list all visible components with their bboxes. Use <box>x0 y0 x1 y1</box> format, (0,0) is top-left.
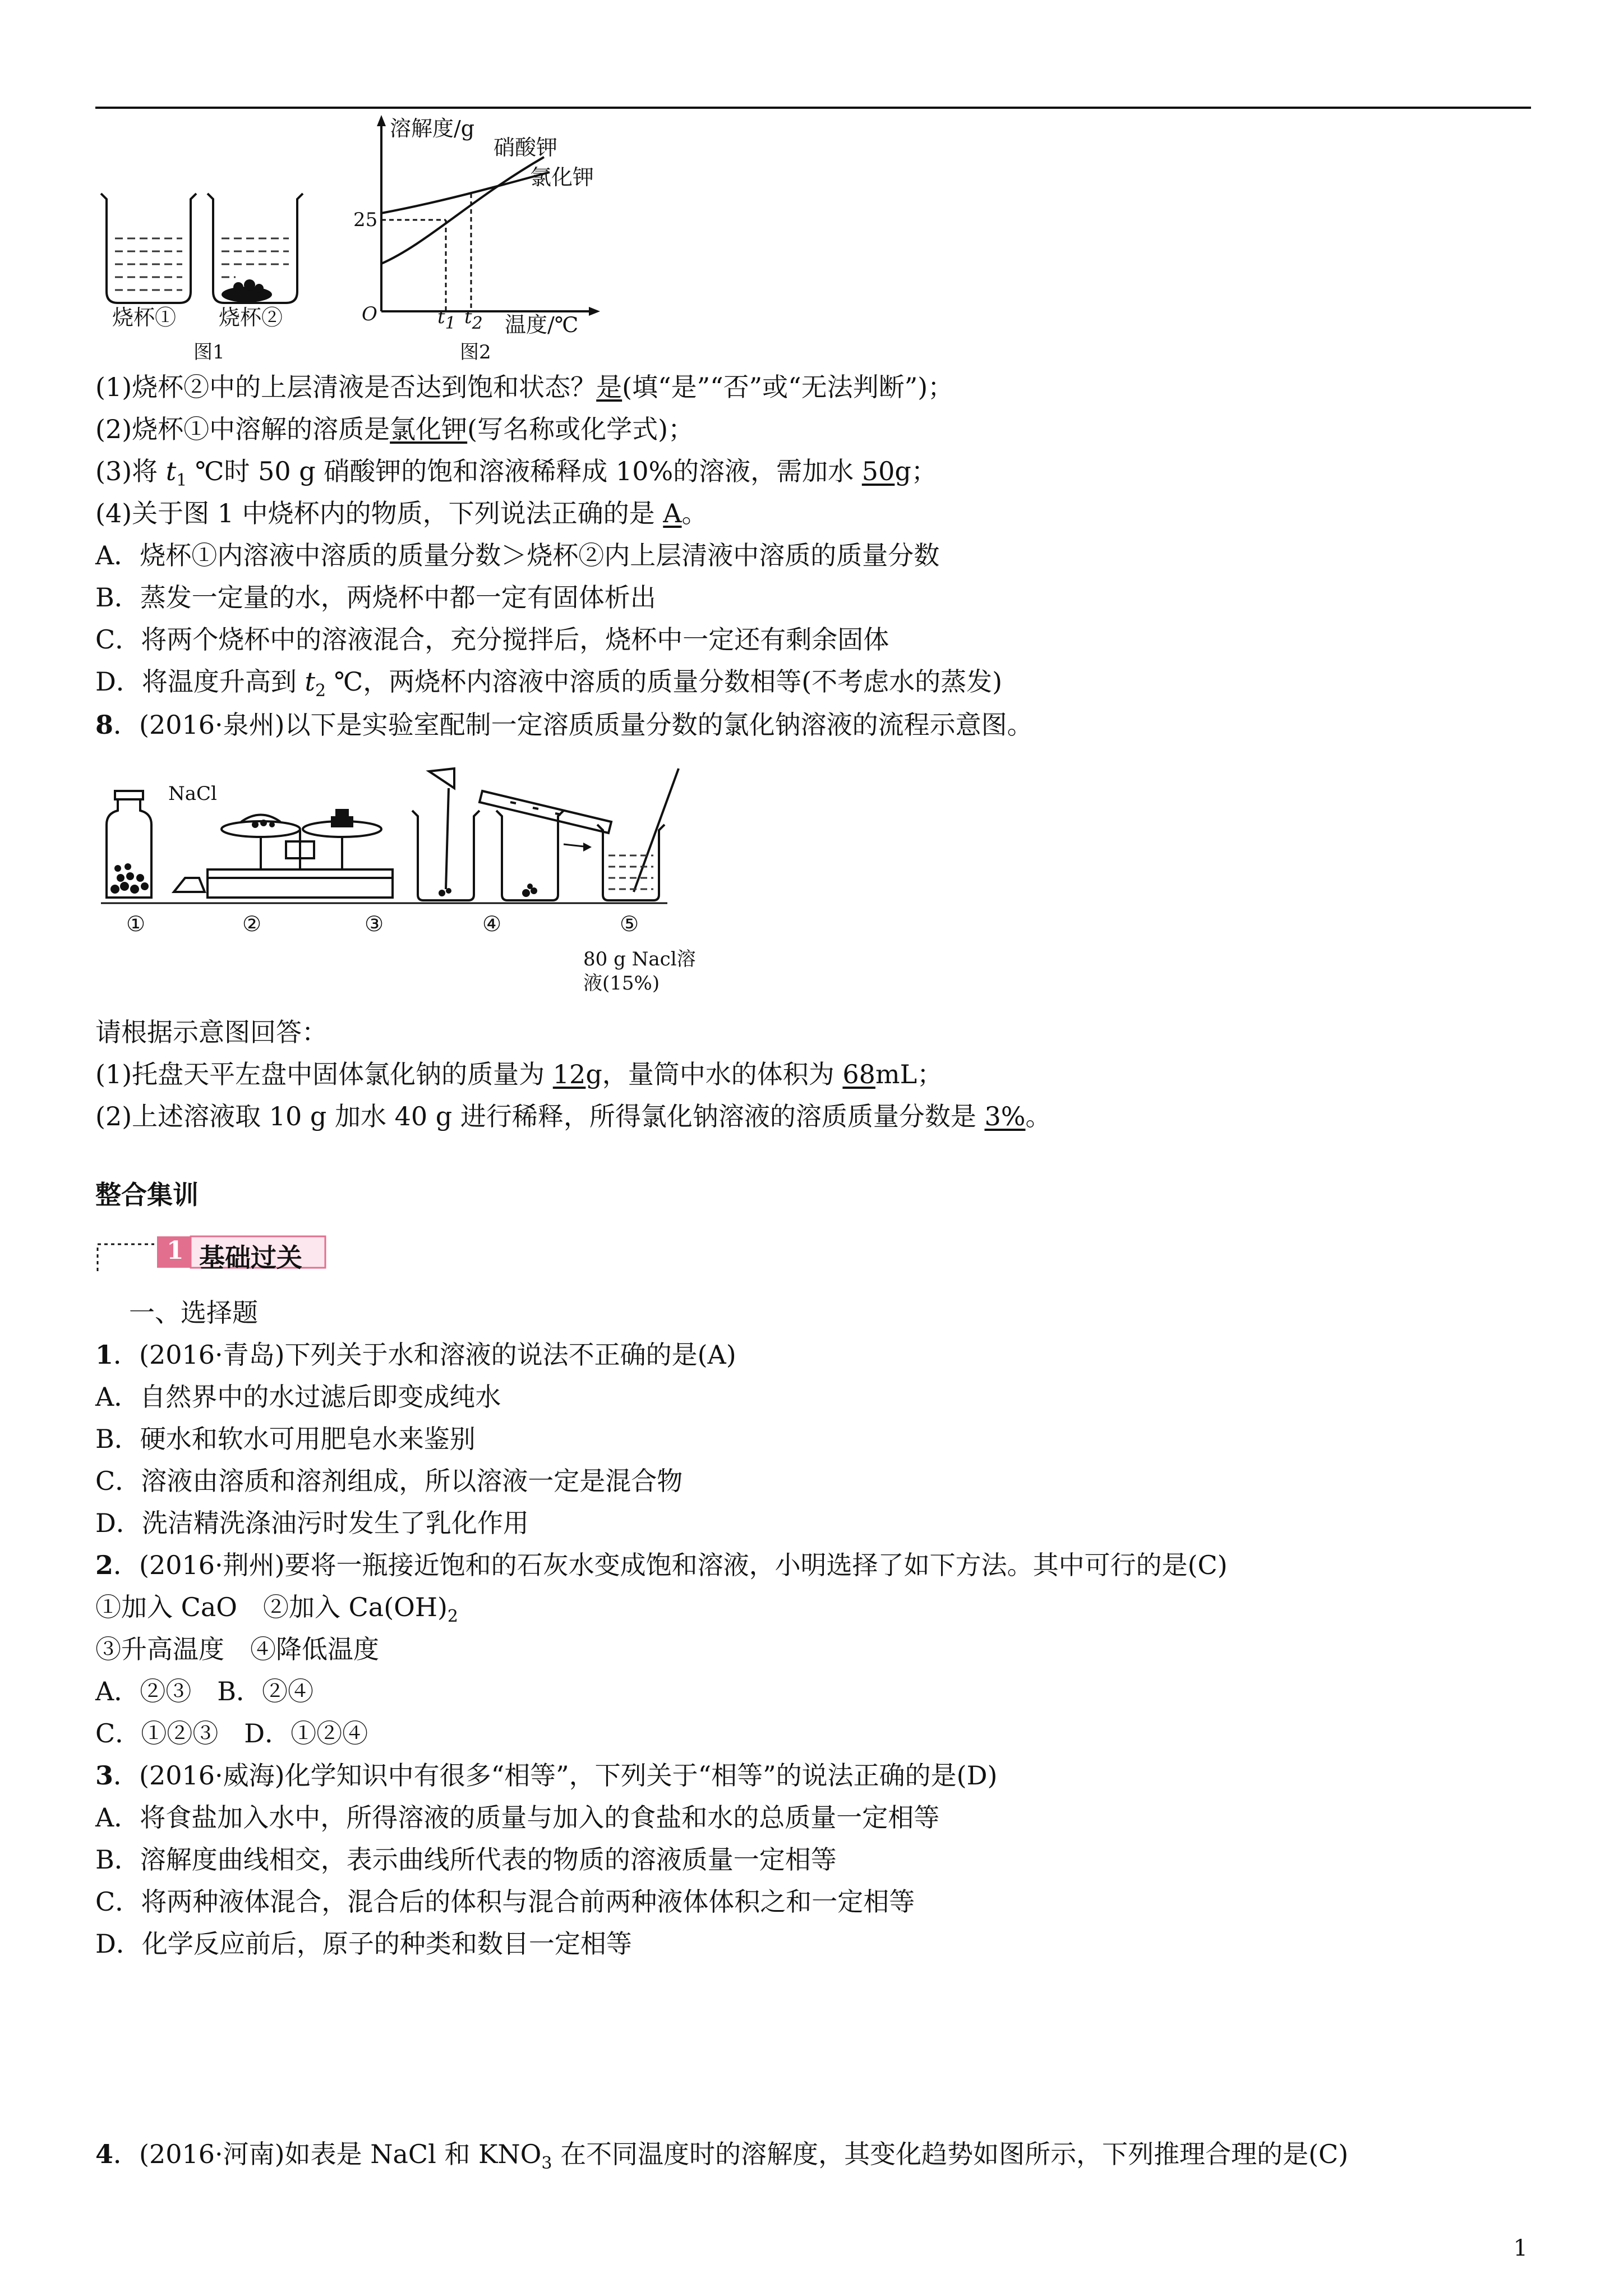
beaker-step3 <box>412 769 479 900</box>
q7-option-a: A．烧杯①内溶液中溶质的质量分数＞烧杯②内上层清液中溶质的质量分数 <box>95 540 940 570</box>
q3-option-c: C．将两种液体混合，混合后的体积与混合前两种液体体积之和一定相等 <box>95 1887 915 1917</box>
reagent-bottle <box>107 791 151 898</box>
origin-label: O <box>362 303 377 325</box>
q3-option-d: D．化学反应前后，原子的种类和数目一定相等 <box>95 1929 632 1959</box>
q2-methods-2: ③升高温度 ④降低温度 <box>95 1634 379 1664</box>
figure-2-solubility-chart <box>359 109 606 334</box>
step-5: ⑤ <box>620 912 639 936</box>
q1-option-a: A．自然界中的水过滤后即变成纯水 <box>95 1382 501 1412</box>
step-2: ② <box>242 912 262 936</box>
figure-1-caption: 图1 <box>193 341 225 364</box>
undissolved-solid <box>222 279 272 302</box>
page-number: 1 <box>1513 2235 1528 2261</box>
section-tag-label: 基础过关 <box>199 1243 302 1273</box>
q8-answer-1: (1)托盘天平左盘中固体氯化钠的质量为 12g，量筒中水的体积为 68mL； <box>95 1059 943 1089</box>
beaker-step5 <box>597 769 679 900</box>
y-axis-label: 溶解度/g <box>390 116 475 141</box>
x-axis-label: 温度/℃ <box>505 312 579 337</box>
q8-stem: 8．(2016·泉州)以下是实验室配制一定溶质质量分数的氯化钠溶液的流程示意图。 <box>95 710 1033 740</box>
step-4: ④ <box>482 912 502 936</box>
q7-part2: (2)烧杯①中溶解的溶质是氯化钾(写名称或化学式)； <box>95 414 694 444</box>
t2-tick: t2 <box>464 306 483 333</box>
q7-answer1: 是 <box>596 372 623 402</box>
q7-option-c: C．将两个烧杯中的溶液混合，充分搅拌后，烧杯中一定还有剩余固体 <box>95 624 889 655</box>
header-rule <box>95 107 1531 109</box>
q1-option-c: C．溶液由溶质和溶剂组成，所以溶液一定是混合物 <box>95 1466 683 1496</box>
q1-option-b: B．硬水和软水可用肥皂水来鉴别 <box>95 1424 476 1454</box>
section-title: 整合集训 <box>95 1180 199 1210</box>
t1-tick: t1 <box>437 306 456 333</box>
q4-stem: 4．(2016·河南)如表是 NaCl 和 $KNO_3$ 在不同温度时的溶解度，其变化趋势如图所示，下列推理合理的是(C) <box>95 2139 1349 2173</box>
q2-methods-1: ①加入 CaO ②加入 $Ca(OH)_2$ <box>95 1592 459 1626</box>
series-a-label: 硝酸钾 <box>494 135 558 160</box>
step-1: ① <box>126 912 146 936</box>
q3-stem: 3．(2016·威海)化学知识中有很多“相等”，下列关于“相等”的说法正确的是(D) <box>95 1760 998 1791</box>
q2-options-ab: A．②③ B．②④ <box>95 1676 314 1706</box>
q3-option-b: B．溶解度曲线相交，表示曲线所代表的物质的溶液质量一定相等 <box>95 1844 837 1875</box>
step-3: ③ <box>365 912 384 936</box>
section-tag-number: 1 <box>167 1236 184 1265</box>
subsection-title: 一、选择题 <box>129 1297 258 1328</box>
q7-part3: (3)将 $t_1$ ℃时 50 g 硝酸钾的饱和溶液稀释成 10%的溶液，需加水 50g； <box>95 456 937 490</box>
beaker-1-label: 烧杯① <box>112 305 177 330</box>
series-b-curve <box>381 172 550 213</box>
q8-answer-2: (2)上述溶液取 10 g 加水 40 g 进行稀释，所得氯化钠溶液的溶质质量分数是 3%。 <box>95 1101 1052 1131</box>
q7-answer4: A <box>663 498 682 528</box>
q7-part4: (4)关于图 1 中烧杯内的物质，下列说法正确的是 A。 <box>95 498 708 528</box>
q7-answer2: 氯化钾 <box>390 414 468 444</box>
beaker-2-label: 烧杯② <box>219 305 283 330</box>
q7-option-b: B．蒸发一定量的水，两烧杯中都一定有固体析出 <box>95 582 656 613</box>
series-b-label: 氯化钾 <box>530 165 594 190</box>
beaker-1 <box>101 194 196 303</box>
result-label-1: 80 g Nacl溶 <box>583 948 696 970</box>
result-label-2: 液(15%) <box>583 972 660 995</box>
q3-option-a: A．将食盐加入水中，所得溶液的质量与加入的食盐和水的总质量一定相等 <box>95 1802 940 1833</box>
q7-option-d: D．将温度升高到 $t_2$ ℃，两烧杯内溶液中溶质的质量分数相等(不考虑水的蒸发) <box>95 666 1003 701</box>
series-a-curve <box>381 157 544 264</box>
q2-options-cd: C．①②③ D．①②④ <box>95 1718 368 1749</box>
q1-stem: 1．(2016·青岛)下列关于水和溶液的说法不正确的是(A) <box>95 1340 736 1370</box>
q7-answer3: 50 <box>861 456 895 486</box>
q1-option-d: D．洗洁精洗涤油污时发生了乳化作用 <box>95 1508 529 1538</box>
q8-prompt: 请根据示意图回答： <box>95 1017 328 1047</box>
balance <box>208 821 393 898</box>
nacl-label: NaCl <box>168 783 217 805</box>
q2-stem: 2．(2016·荆州)要将一瓶接近饱和的石灰水变成饱和溶液，小明选择了如下方法。其中可行的是(C) <box>95 1550 1228 1580</box>
figure-2-caption: 图2 <box>460 341 491 364</box>
y-tick-25: 25 <box>353 209 378 231</box>
q7-part1: (1)烧杯②中的上层清液是否达到饱和状态？是(填“是”“否”或“无法判断”)； <box>95 372 954 402</box>
section-tag <box>95 1234 331 1273</box>
